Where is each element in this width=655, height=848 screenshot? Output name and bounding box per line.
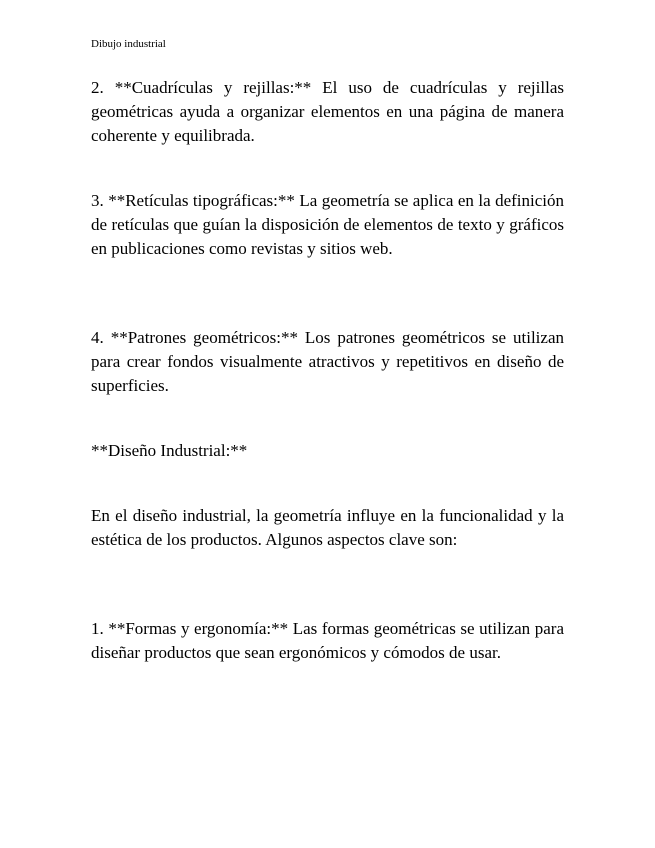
paragraph-cuadriculas: 2. **Cuadrículas y rejillas:** El uso de cuadrículas y rejillas geométricas ayuda a organizar elementos en una página de manera coherente y equilibrada. <box>91 78 564 145</box>
paragraph-formas-ergonomia: 1. **Formas y ergonomía:** Las formas geométricas se utilizan para diseñar productos que sean ergonómicos y cómodos de usar. <box>91 619 564 662</box>
paragraph-intro-diseno-industrial: En el diseño industrial, la geometría influye en la funcionalidad y la estética de los productos. Algunos aspectos clave son: <box>91 506 564 549</box>
running-header: Dibujo industrial <box>91 38 166 50</box>
paragraph-reticulas: 3. **Retículas tipográficas:** La geometría se aplica en la definición de retículas que guían la disposición de elementos de texto y gráficos en publicaciones como revistas y sitios web. <box>91 191 564 258</box>
section-heading-diseno-industrial: **Diseño Industrial:** <box>91 441 248 460</box>
paragraph-patrones: 4. **Patrones geométricos:** Los patrones geométricos se utilizan para crear fondos visualmente atractivos y repetitivos en diseño de superficies. <box>91 328 564 395</box>
